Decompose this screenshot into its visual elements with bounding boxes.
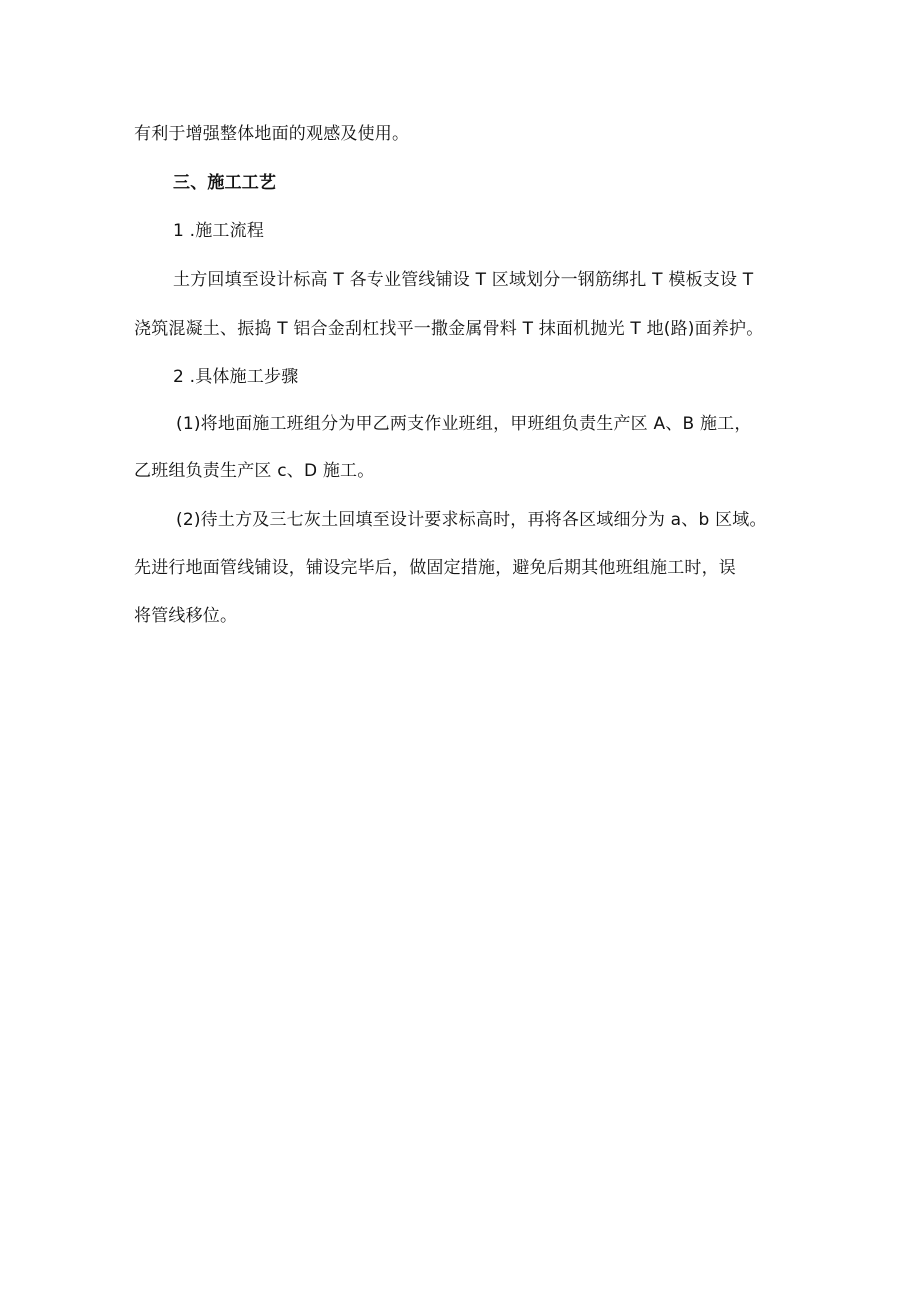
paragraph-line: 浇筑混凝土、振捣 T 铝合金刮杠找平一撒金属骨料 T 抹面机抛光 T 地(路)面养护。 [134,319,764,339]
paragraph-line: 有利于增强整体地面的观感及使用。 [134,124,410,144]
paragraph-line: (2)待土方及三七灰土回填至设计要求标高时，再将各区域细分为 a、b 区域。 [176,510,767,530]
paragraph-line: 土方回填至设计标高 T 各专业管线铺设 T 区域划分一钢筋绑扎 T 模板支设 T [173,270,754,290]
section-heading: 三、施工工艺 [173,173,277,193]
subheading: 2 .具体施工步骤 [173,367,299,387]
paragraph-line: 乙班组负责生产区 c、D 施工。 [134,461,375,481]
paragraph-line: 将管线移位。 [134,606,238,626]
subheading: 1 .施工流程 [173,221,265,241]
paragraph-line: (1)将地面施工班组分为甲乙两支作业班组，甲班组负责生产区 A、B 施工， [176,414,752,434]
paragraph-line: 先进行地面管线铺设，铺设完毕后，做固定措施，避免后期其他班组施工时，误 [134,558,736,578]
